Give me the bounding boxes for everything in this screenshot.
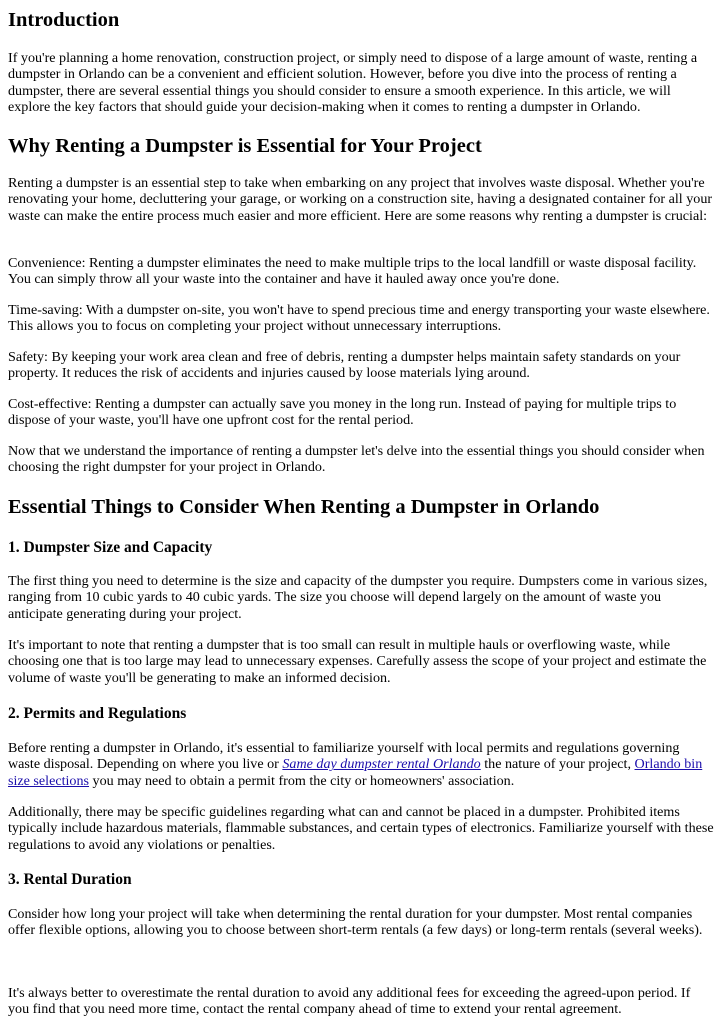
permits-text-a: Before renting a dumpster in Orlando, it's essential to familiarize yourself with local permits and regulations governing waste disposal. Depending on where you live or [8,740,680,773]
paragraph-size-1: The first thing you need to determine is the size and capacity of the dumpster you require. Dumpsters come in various sizes, ranging from 10 cubic yards to 40 cubic yards. The size you choose will depend largely on the amount of waste you anticipate generating during your project. [8,573,708,622]
paragraph-now-that: Now that we understand the importance of renting a dumpster let's delve into the essential things you should consider when choosing the right dumpster for your project in Orlando. [8,443,705,476]
paragraph-permits-1 [8,740,714,789]
permits-text-b: the nature of your project, [480,756,635,773]
heading-introduction: Introduction [8,9,120,31]
heading-why-renting: Why Renting a Dumpster is Essential for Your Project [8,135,482,157]
paragraph-introduction: If you're planning a home renovation, construction project, or simply need to dispose of a large amount of waste, renting a dumpster in Orlando can be a convenient and efficient solution. However, before you dive into the process of renting a dumpster, there are several essential things you should consider to ensure a smooth experience. In this article, we will explore the key factors that should guide your decision-making when it comes to renting a dumpster in Orlando. [8,50,698,116]
paragraph-size-2: It's important to note that renting a dumpster that is too small can result in multiple hauls or overflowing waste, while choosing one that is too large may lead to unnecessary expenses. Carefully assess the scope of your project and estimate the volume of waste you'll be generating to make an informed decision. [8,637,707,686]
paragraph-permits-2: Additionally, there may be specific guidelines regarding what can and cannot be placed in a dumpster. Prohibited items typically include hazardous materials, flammable substances, and certain types of electronics. Familiarize yourself with these regulations to avoid any violations or penalties. [8,804,714,853]
link-orlando-bin-size[interactable]: Orlando bin size selections [8,756,703,789]
permits-text-c: you may need to obtain a permit from the city or homeowners' association. [89,772,515,789]
paragraph-duration-1: Consider how long your project will take when determining the rental duration for your dumpster. Most rental companies offer flexible options, allowing you to choose between short-term rentals (a few days) or long-term rentals (several weeks). [8,906,703,939]
paragraph-convenience: Convenience: Renting a dumpster eliminates the need to make multiple trips to the local landfill or waste disposal facility. You can simply throw all your waste into the container and have it hauled away once you're done. [8,255,697,288]
heading-dumpster-size: 1. Dumpster Size and Capacity [8,539,213,556]
paragraph-cost-effective: Cost-effective: Renting a dumpster can actually save you money in the long run. Instead of paying for multiple trips to dispose of your waste, you'll have one upfront cost for the rental period. [8,396,677,429]
paragraph-duration-2: It's always better to overestimate the rental duration to avoid any additional fees for exceeding the agreed-upon period. If you find that you need more time, contact the rental company ahead of time to extend your rental agreement. [8,985,691,1018]
link-same-day-dumpster-rental[interactable]: Same day dumpster rental Orlando [282,756,481,773]
paragraph-safety: Safety: By keeping your work area clean and free of debris, renting a dumpster helps maintain safety standards on your property. It reduces the risk of accidents and injuries caused by loose materials lying around. [8,349,681,382]
heading-permits: 2. Permits and Regulations [8,705,187,722]
paragraph-why-renting: Renting a dumpster is an essential step to take when embarking on any project that involves waste disposal. Whether you're renovating your home, decluttering your garage, or working on a construction site, having a designated container for all your waste can make the entire process much easier and more efficient. Here are some reasons why renting a dumpster is crucial: [8,175,713,224]
heading-essential-things: Essential Things to Consider When Renting a Dumpster in Orlando [8,496,600,518]
paragraph-time-saving: Time-saving: With a dumpster on-site, you won't have to spend precious time and energy transporting your waste elsewhere. This allows you to focus on completing your project without unnecessary interruptions. [8,302,710,335]
heading-rental-duration: 3. Rental Duration [8,871,132,888]
